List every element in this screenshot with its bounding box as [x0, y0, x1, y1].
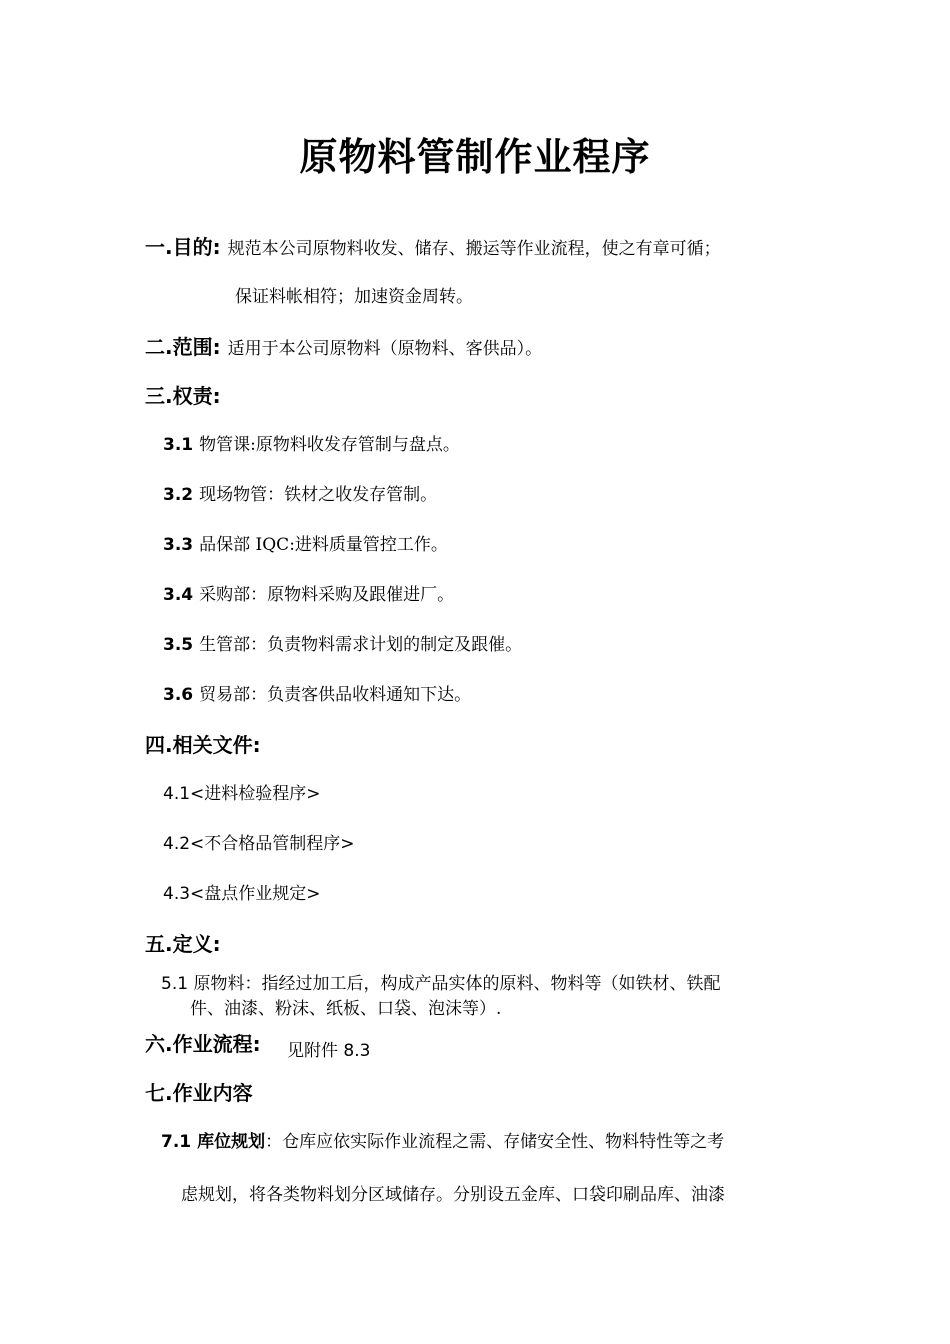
- section-1-line-1: 规范本公司原物料收发、储存、搬运等作业流程，使之有章可循；: [227, 239, 721, 259]
- section-3-heading: 三.权责:: [145, 384, 221, 408]
- content-item-label: 库位规划: [197, 1132, 266, 1152]
- section-1-heading-row: [145, 236, 721, 260]
- item-number: 3.1: [163, 435, 194, 455]
- related-document-item: 4.2<不合格品管制程序>: [163, 834, 355, 854]
- definition-row: [161, 973, 720, 995]
- section-4-heading: 四.相关文件:: [145, 733, 261, 757]
- definition-line-2: 件、油漆、粉沫、纸板、口袋、泡沫等）.: [190, 999, 502, 1019]
- section-6-text: 见附件 8.3: [287, 1041, 371, 1061]
- section-7-heading: 七.作业内容: [145, 1081, 253, 1105]
- item-text: 生管部：负责物料需求计划的制定及跟催。: [199, 635, 523, 655]
- item-text: 物管课:原物料收发存管制与盘点。: [199, 435, 460, 455]
- definition-number: 5.1: [161, 974, 189, 994]
- item-number: 3.2: [163, 485, 194, 505]
- content-item-number: 7.1: [161, 1132, 192, 1152]
- section-2-heading: 二.范围:: [145, 335, 221, 359]
- item-number: 3.6: [163, 685, 194, 705]
- related-document-item: 4.3<盘点作业规定>: [163, 884, 321, 904]
- item-number: 3.3: [163, 535, 194, 555]
- responsibility-item: [163, 584, 454, 606]
- item-number: 3.5: [163, 635, 194, 655]
- content-item-line-1: ：仓库应依实际作业流程之需、存储安全性、物料特性等之考: [265, 1132, 725, 1152]
- section-2-text: 适用于本公司原物料（原物料、客供品）。: [227, 339, 543, 359]
- section-6-heading: 六.作业流程:: [145, 1032, 261, 1056]
- responsibility-item: [163, 534, 448, 556]
- item-text: 品保部 IQC:进料质量管控工作。: [199, 535, 448, 555]
- document-title: 原物料管制作业程序: [299, 134, 651, 179]
- item-number: 3.4: [163, 585, 194, 605]
- content-item-line-2: 虑规划，将各类物料划分区域储存。分别设五金库、口袋印刷品库、油漆: [181, 1185, 725, 1205]
- item-text: 贸易部：负责客供品收料通知下达。: [199, 685, 472, 705]
- responsibility-item: [163, 484, 437, 506]
- definition-line-1: 原物料：指经过加工后，构成产品实体的原料、物料等（如铁材、铁配: [193, 974, 721, 994]
- section-1-heading: 一.目的:: [145, 235, 221, 259]
- responsibility-item: [163, 434, 460, 456]
- item-text: 现场物管：铁材之收发存管制。: [199, 485, 438, 505]
- section-1-line-2: 保证料帐相符；加速资金周转。: [235, 287, 473, 307]
- section-2-heading-row: [145, 336, 542, 360]
- responsibility-item: [163, 684, 471, 706]
- content-item-row: [161, 1131, 724, 1153]
- item-text: 采购部：原物料采购及跟催进厂。: [199, 585, 455, 605]
- responsibility-item: [163, 634, 522, 656]
- related-document-item: 4.1<进料检验程序>: [163, 784, 321, 804]
- section-5-heading: 五.定义:: [145, 932, 221, 956]
